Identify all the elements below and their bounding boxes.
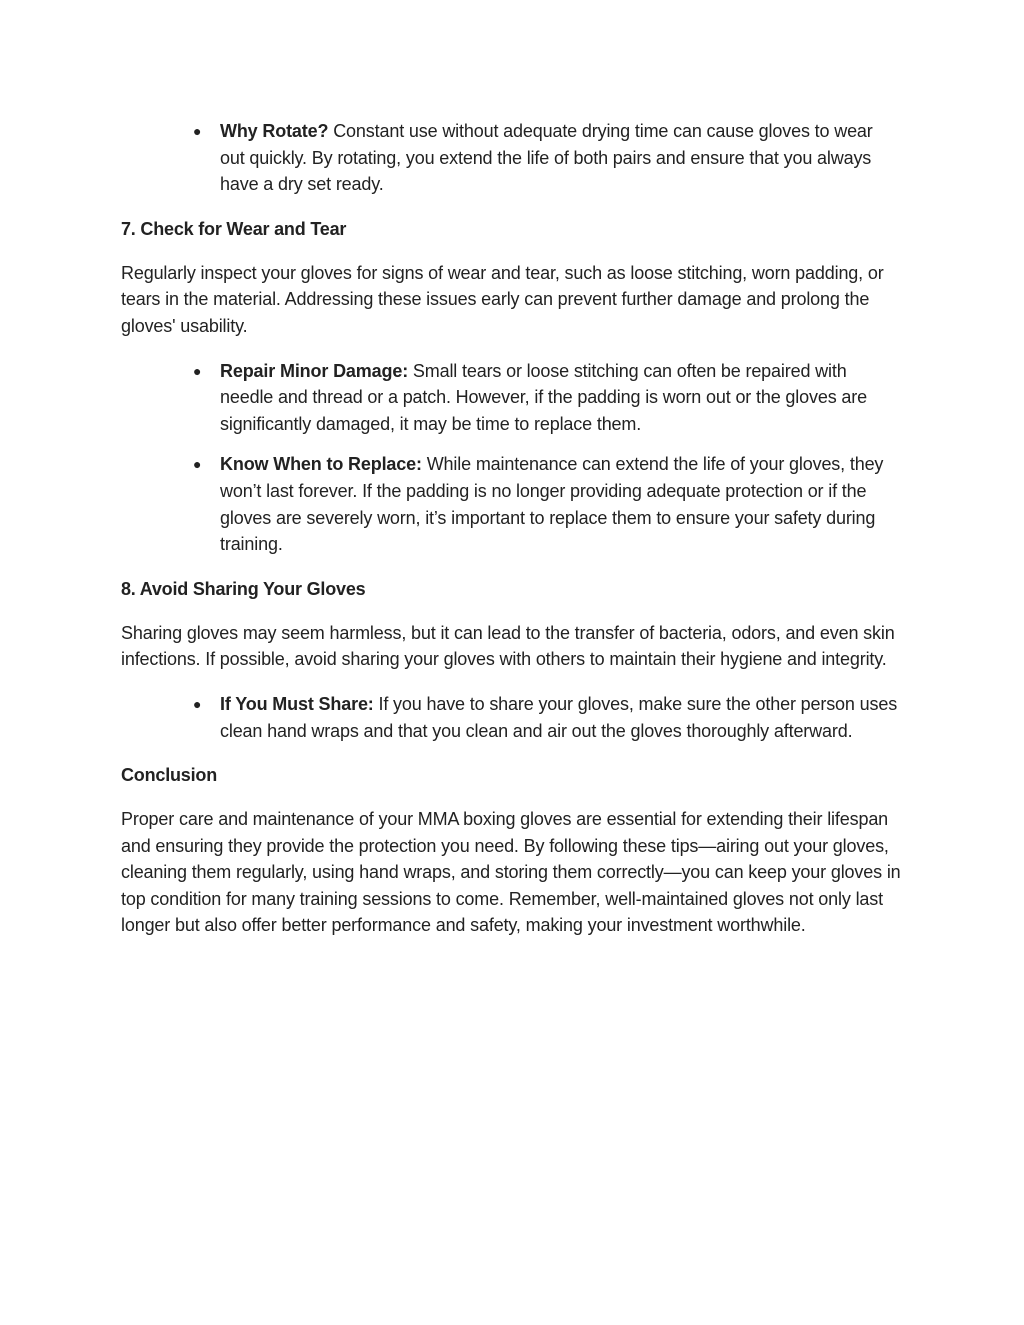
section-7-list (121, 358, 901, 558)
bullet-know-when-to-replace (121, 451, 901, 557)
conclusion-paragraph: Proper care and maintenance of your MMA boxing gloves are essential for extending their lifespan and ensuring they provide the protection you need. By following these tips—airing out your gloves, cleaning them regularly, using hand wraps, and storing them correctly—you can keep your gloves in top condition for many training sessions to come. Remember, well-maintained gloves not only last longer but also offer better performance and safety, making your investment worthwhile. (121, 809, 901, 936)
document-page (121, 118, 901, 939)
bullet-text: While maintenance can extend the life of your gloves, they won’t last forever. If the padding is no longer providing adequate protection or if the gloves are severely worn, it’s important to replace them to ensure your safety during training. (220, 454, 884, 555)
bullet-icon: ● (193, 123, 202, 139)
bullet-icon: ● (193, 362, 202, 379)
bullet-label: Why Rotate? (220, 121, 329, 141)
bullet-label: Know When to Replace: (220, 454, 422, 475)
bullet-label: If You Must Share: (220, 693, 374, 714)
bullet-label: Repair Minor Damage: (220, 360, 409, 381)
bullet-text: Small tears or loose stitching can often be repaired with needle and thread or a patch. However, if the padding is worn out or the gloves are significantly damaged, it may be time to replace them. (220, 360, 867, 434)
section-7-paragraph: Regularly inspect your gloves for signs of wear and tear, such as loose stitching, worn padding, or tears in the material. Addressing these issues early can prevent further damage and prolong the gloves' usability. (121, 262, 884, 336)
bullet-if-you-must-share (121, 691, 901, 744)
section-7-heading: 7. Check for Wear and Tear (121, 218, 347, 239)
bullet-icon: ● (193, 456, 202, 473)
section-8-list (121, 691, 901, 744)
section-8-paragraph: Sharing gloves may seem harmless, but it can lead to the transfer of bacteria, odors, and even skin infections. If possible, avoid sharing your gloves with others to maintain their hygiene and integrity. (121, 622, 895, 670)
why-rotate-list (121, 118, 901, 198)
bullet-icon: ● (193, 695, 202, 712)
bullet-text: Constant use without adequate drying time can cause gloves to wear out quickly. By rotating, you extend the life of both pairs and ensure that you always have a dry set ready. (220, 121, 873, 195)
conclusion-heading: Conclusion (121, 765, 217, 786)
bullet-repair-minor-damage (121, 358, 901, 438)
section-8-heading: 8. Avoid Sharing Your Gloves (121, 578, 366, 599)
bullet-why-rotate (121, 118, 901, 198)
bullet-text: If you have to share your gloves, make sure the other person uses clean hand wraps and that you clean and air out the gloves thoroughly afterward. (220, 693, 898, 741)
